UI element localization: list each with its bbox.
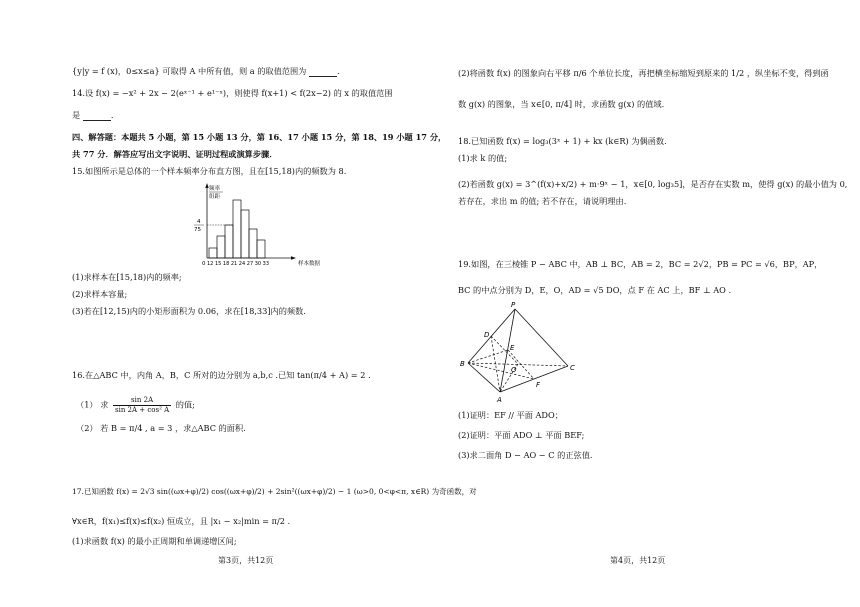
q16-part1-prefix: （1） 求 [76,399,109,410]
point-label-D: D [484,331,490,339]
ylabel-bottom: 组距 [209,194,221,200]
histogram-bar [233,200,241,258]
histogram-bar [209,248,217,258]
ylabel-top: 频率 [209,186,221,192]
q19-stem-line2: BC 的中点分别为 D，E，O，AD = √5 DO，点 F 在 AC 上，BF ⊥ AO . [458,285,732,295]
ytick-denominator: 75 [194,227,201,233]
vertex-label-A: A [497,396,502,404]
q13-text: {y|y = f (x)，0≤x≤a} 可取得 A 中所有值，则 a 的取值范围为 [72,66,307,76]
q19-part1: (1)证明：EF // 平面 ADO； [458,410,563,420]
xtick-labels: 12 15 18 21 24 27 30 33 [207,261,270,267]
q16-fraction [113,396,171,415]
q18-stem: 18.已知函数 f(x) = log₃(3ˣ + 1) + kx (k∈R) 为偶函数. [458,136,667,146]
xlabel: 样本数据 [298,261,321,267]
section-heading-line2: 共 77 分．解答应写出文字说明、证明过程或演算步骤． [72,149,278,159]
segment-BF [468,363,534,379]
q13-end: . [336,66,340,76]
q18-part1: (1)求 k 的值; [458,153,508,163]
right-page [430,0,860,607]
q17-part2-line1: (2)将函数 f(x) 的图象向右平移 π/6 个单位长度，再把横坐标缩短到原来的 1/2 ，纵坐标不变，得到函 [458,68,829,78]
histogram-bar [225,225,233,258]
q19-part2: (2)证明：平面 ADO ⊥ 平面 BEF; [458,430,585,440]
edge-BA [468,363,500,392]
ytick-numerator: 4 [197,219,201,225]
page-number-left: 第3页，共12页 [218,556,274,565]
section-heading-line1: 四、解答题：本题共 5 小题，第 15 小题 13 分，第 16、17 小题 15 分，第 18、19 小题 17 分， [72,132,447,142]
q17-condition: ∀x∈R，f(x₁)≤f(x)≤f(x₂) 恒成立，且 |x₁ − x₂|min = π/2 . [72,516,291,526]
q16-part2: （2） 若 B = π/4 , a = 3 ，求△ABC 的面积. [76,423,246,433]
q19-stem-line1: 19.如图，在三棱锥 P − ABC 中，AB ⊥ BC，AB = 2，BC = 2√2，PB = PC = √6，BP，AP， [458,259,823,269]
q16-fraction-denominator: sin 2A + cos² A [114,406,170,414]
histogram-bar [257,240,265,258]
q17-stem: 17.已知函数 f(x) = 2√3 sin((ωx+φ)/2) cos((ωx+φ)/2) + 2sin²((ωx+φ)/2) − 1 (ω>0, 0<φ<π, x∈R) 为奇函数，对 [72,487,477,496]
q14-answer-end: . [110,110,114,120]
vertex-label-C: C [570,364,575,372]
edge-PC [515,309,568,366]
point-label-O: O [511,366,517,374]
q17-part2-line2: 数 g(x) 的图象，当 x∈[0, π/4] 时，求函数 g(x) 的值域. [458,99,665,109]
q18-part2-line1: (2)若函数 g(x) = 3^(f(x)+x/2) + m·9ˣ − 1，x∈[0, log₃5]，是否存在实数 m，使得 g(x) 的最小值为 0, [458,179,848,189]
q19-part3: (3)求二面角 D − AO − C 的正弦值. [458,450,593,460]
histogram-bar [241,210,249,258]
answer-blank [309,68,337,77]
page-number-right: 第4页，共12页 [610,556,666,565]
q13-continuation [72,66,340,77]
q15-part1: (1)求样本在[15,18)内的频率; [72,272,182,282]
vertex-label-P: P [511,301,516,309]
histogram-bar [249,229,257,258]
q15-stem: 15.如图所示是总体的一个样本频率分布直方图，且在[15,18)内的频数为 8. [72,166,347,176]
q16-part1 [76,396,195,415]
x-axis-arrow [291,256,296,259]
q15-part3: (3)若在[12,15)内的小矩形面积为 0.06，求在[18,33]内的频数. [72,306,306,316]
q16-fraction-numerator: sin 2A [113,396,171,406]
q16-part1-suffix: 的值; [175,399,195,410]
histogram-bar [217,236,225,258]
histogram-figure [185,180,335,268]
q18-part2-line2: 若存在，求出 m 的值; 若不存在，请说明理由. [458,196,627,206]
origin-label: 0 [202,261,206,267]
edge-PB [468,309,515,363]
tetrahedron-figure [458,300,608,408]
q14-answer-prefix: 是 [72,110,81,120]
q14-answer-line [72,110,113,121]
q15-part2: (2)求样本容量; [72,289,128,299]
q17-part1: (1)求函数 f(x) 的最小正周期和单调递增区间; [72,536,237,546]
point-label-E: E [510,344,515,352]
q16-stem: 16.在△ABC 中，内角 A，B，C 所对的边分别为 a,b,c .已知 tan(π/4 + A) = 2 . [72,370,371,380]
answer-blank [83,112,111,121]
point-label-F: F [536,381,541,389]
vertex-label-B: B [460,360,465,368]
q14-line: 14.设 f(x) = −x² + 2x − 2(eˣ⁻¹ + e¹⁻ˣ)，则使得 f(x+1) < f(2x−2) 的 x 的取值范围 [72,88,393,98]
